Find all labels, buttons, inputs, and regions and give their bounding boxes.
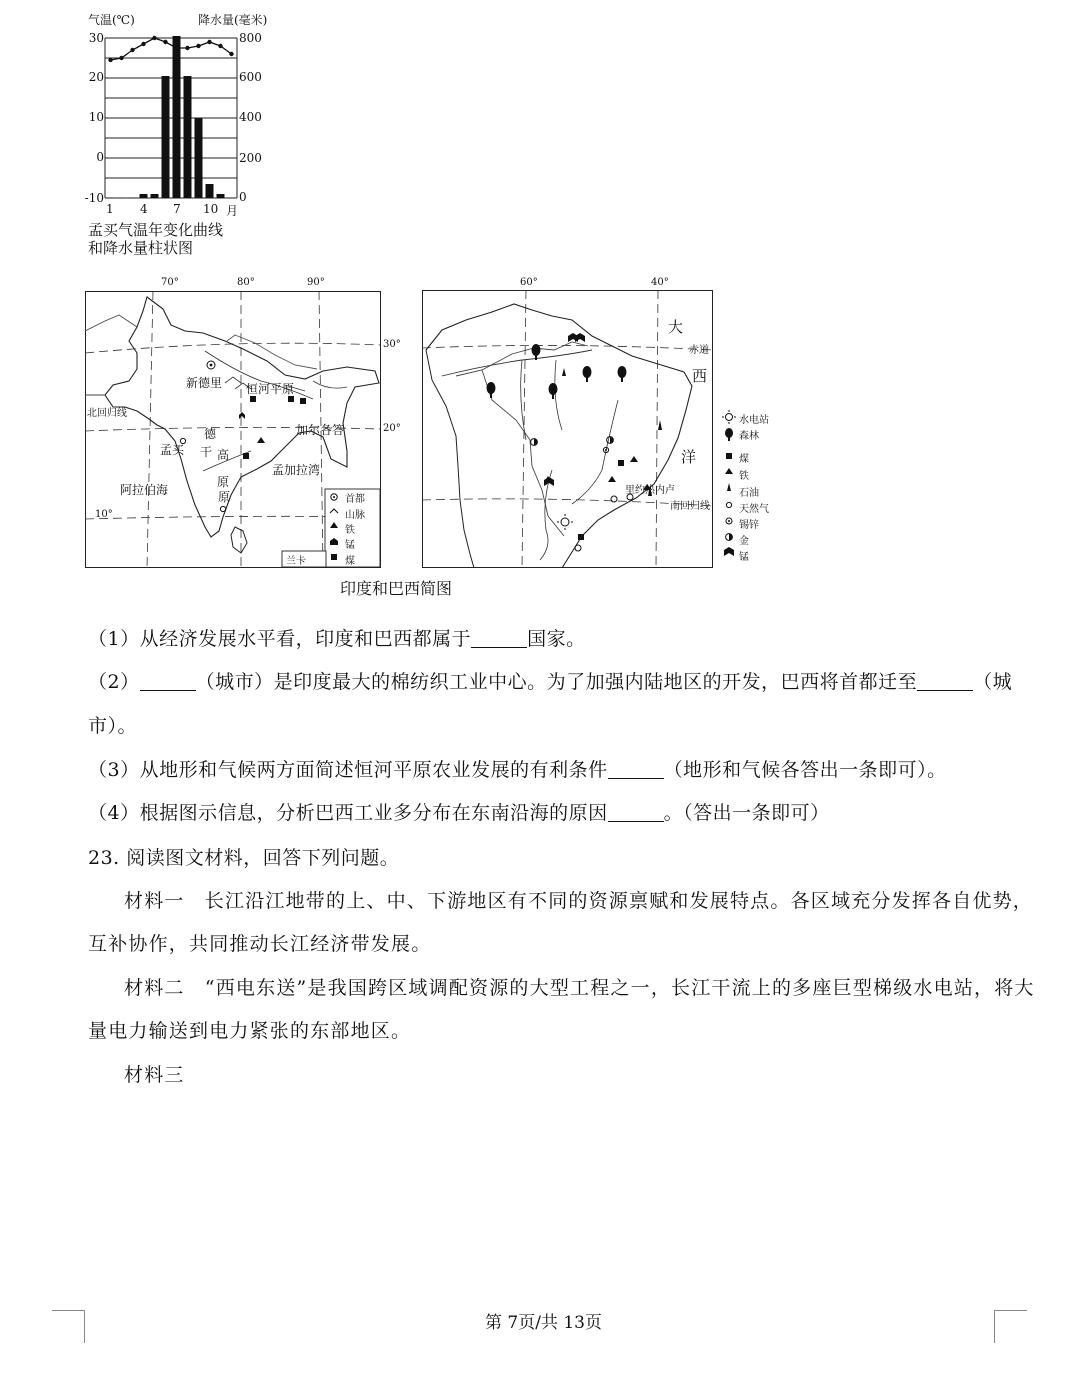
legend-manganese-br: 锰 bbox=[739, 552, 749, 563]
map-label-atlantic-3: 洋 bbox=[681, 448, 697, 466]
legend-coal-br: 煤 bbox=[739, 454, 749, 465]
page-number: 第 7页/共 13页 bbox=[485, 1313, 602, 1333]
answer-blank[interactable] bbox=[917, 672, 973, 691]
precip-bar bbox=[118, 198, 126, 199]
map-label-deccan-4: 原 bbox=[217, 475, 230, 489]
climate-chart bbox=[0, 0, 260, 220]
brazil-legend-symbols bbox=[721, 408, 741, 568]
legend-gas: 天然气 bbox=[739, 504, 769, 515]
map-label-deccan-3: 高 bbox=[217, 448, 230, 462]
x-tick: 4 bbox=[140, 202, 148, 216]
maps-caption: 印度和巴西简图 bbox=[340, 579, 453, 598]
temperature-point bbox=[141, 42, 145, 46]
temperature-point bbox=[196, 44, 200, 48]
temp-axis-label: 气温(℃) bbox=[88, 13, 135, 27]
question-1 bbox=[88, 624, 586, 651]
temperature-point bbox=[229, 52, 233, 56]
x-tick: 7 bbox=[173, 202, 181, 216]
map-label-deccan-1: 德 bbox=[204, 427, 217, 441]
material-3-label: 材料三 bbox=[124, 1064, 185, 1086]
precip-bar bbox=[151, 194, 159, 198]
precip-bar bbox=[184, 76, 192, 198]
left-tick: 10 bbox=[88, 110, 104, 124]
map-label-bay-of-bengal: 孟加拉湾 bbox=[272, 463, 321, 477]
left-tick: 0 bbox=[96, 150, 104, 164]
map-label-ganges-plain: 恒河平原 bbox=[246, 382, 295, 396]
precip-bar bbox=[228, 198, 236, 199]
india-lat-label: 30° bbox=[383, 339, 401, 350]
answer-blank[interactable] bbox=[140, 672, 196, 691]
india-lon-label: 80° bbox=[237, 277, 255, 288]
india-lon-label: 70° bbox=[161, 277, 179, 288]
precip-bar bbox=[129, 198, 137, 199]
precip-bar bbox=[162, 76, 170, 198]
legend-manganese: 锰 bbox=[345, 540, 355, 551]
precip-bar bbox=[195, 118, 203, 198]
legend-capital: 首都 bbox=[345, 494, 365, 505]
right-tick: 400 bbox=[239, 110, 262, 124]
legend-tin-zinc: 锡锌 bbox=[739, 520, 759, 531]
answer-blank[interactable] bbox=[608, 760, 664, 779]
q1-text-end: 国家。 bbox=[527, 628, 586, 650]
right-tick: 800 bbox=[239, 31, 262, 45]
precip-bar bbox=[140, 194, 148, 198]
question-2-cont: 市）。 bbox=[88, 715, 138, 737]
q2-number: （2） bbox=[88, 671, 140, 693]
precip-bar bbox=[173, 36, 181, 198]
temperature-point bbox=[152, 36, 156, 40]
legend-gold: 金 bbox=[739, 536, 749, 547]
temperature-point bbox=[218, 44, 222, 48]
legend-coal: 煤 bbox=[345, 556, 355, 567]
map-label-deccan-2: 干 bbox=[200, 445, 213, 459]
q2-text-end: （城 bbox=[973, 671, 1013, 693]
material-2-line1: 材料二 “西电东送”是我国跨区域调配资源的大型工程之一，长江干流上的多座巨型梯级水电站，将大 bbox=[124, 977, 1035, 999]
x-tick: 月 bbox=[226, 204, 239, 218]
question-4 bbox=[88, 798, 830, 825]
brazil-lon-label: 60° bbox=[520, 277, 538, 288]
map-label-arabian-sea: 阿拉伯海 bbox=[120, 483, 169, 497]
answer-blank[interactable] bbox=[608, 803, 664, 822]
temperature-line bbox=[111, 38, 232, 60]
map-label-atlantic-2: 西 bbox=[692, 367, 708, 385]
answer-blank[interactable] bbox=[471, 629, 527, 648]
india-lat-label: 20° bbox=[383, 423, 401, 434]
map-label-mumbai: 孟买 bbox=[160, 443, 185, 457]
question-3 bbox=[88, 755, 947, 782]
temperature-point bbox=[163, 40, 167, 44]
precip-bar bbox=[217, 194, 225, 198]
q1-text: （1）从经济发展水平看，印度和巴西都属于 bbox=[88, 628, 472, 650]
map-label-tropic-capricorn: 南回归线 bbox=[670, 501, 710, 512]
chart-caption-line2: 和降水量柱状图 bbox=[88, 239, 194, 257]
legend-mountain: 山脉 bbox=[345, 510, 365, 521]
left-tick: 30 bbox=[88, 31, 104, 45]
india-lon-label: 90° bbox=[307, 277, 325, 288]
map-label-tropic-cancer: 北回归线 bbox=[87, 408, 127, 419]
x-tick: 1 bbox=[106, 202, 114, 216]
temperature-point bbox=[207, 40, 211, 44]
right-tick: 0 bbox=[239, 190, 247, 204]
legend-oil: 石油 bbox=[739, 488, 759, 499]
q4-text: （4）根据图示信息，分析巴西工业多分布在东南沿海的原因 bbox=[88, 802, 608, 824]
precip-bar bbox=[107, 198, 115, 199]
q3-text: （3）从地形和气候两方面简述恒河平原农业发展的有利条件 bbox=[88, 759, 608, 781]
question-23-title: 23. 阅读图文材料，回答下列问题。 bbox=[88, 847, 400, 869]
material-1-line1: 材料一 长江沿江地带的上、中、下游地区有不同的资源禀赋和发展特点。各区域充分发挥各自优势， bbox=[124, 890, 1034, 912]
map-label-sri-lanka: 兰卡 bbox=[286, 556, 306, 567]
temperature-point bbox=[108, 58, 112, 62]
temperature-point bbox=[174, 46, 178, 50]
precip-bar bbox=[206, 184, 214, 198]
map-label-equator: 赤道 bbox=[689, 345, 709, 356]
temperature-point bbox=[119, 56, 123, 60]
chart-caption-line1: 孟买气温年变化曲线 bbox=[88, 221, 224, 239]
brazil-lon-label: 40° bbox=[651, 277, 669, 288]
q3-text-end: （地形和气候各答出一条即可）。 bbox=[663, 759, 947, 781]
right-tick: 600 bbox=[239, 70, 262, 84]
india-lat-label: 10° bbox=[95, 509, 113, 520]
right-tick: 200 bbox=[239, 151, 262, 165]
map-label-rio: 里约热内卢 bbox=[625, 485, 675, 496]
temperature-point bbox=[185, 46, 189, 50]
legend-iron-br: 铁 bbox=[739, 471, 749, 482]
x-tick: 10 bbox=[203, 202, 219, 216]
q4-text-end: 。（答出一条即可） bbox=[663, 802, 830, 824]
material-1-line2: 互补协作，共同推动长江经济带发展。 bbox=[88, 933, 432, 955]
legend-iron: 铁 bbox=[345, 525, 355, 536]
left-tick: 20 bbox=[88, 70, 104, 84]
map-label-deccan-5: 原 bbox=[218, 490, 231, 504]
question-2 bbox=[88, 667, 1012, 694]
precip-axis-label: 降水量(毫米) bbox=[198, 13, 268, 27]
map-label-kolkata: 加尔各答 bbox=[296, 423, 345, 437]
material-2-line2: 量电力输送到电力紧张的东部地区。 bbox=[88, 1020, 412, 1042]
temperature-point bbox=[130, 48, 134, 52]
map-label-new-delhi: 新德里 bbox=[186, 376, 223, 390]
legend-hydro: 水电站 bbox=[739, 415, 769, 426]
left-tick: -10 bbox=[84, 191, 104, 205]
q2-text: （城市）是印度最大的棉纺织工业中心。为了加强内陆地区的开发，巴西将首都迁至 bbox=[195, 671, 918, 693]
map-label-atlantic-1: 大 bbox=[668, 318, 684, 336]
legend-forest: 森林 bbox=[739, 431, 759, 442]
